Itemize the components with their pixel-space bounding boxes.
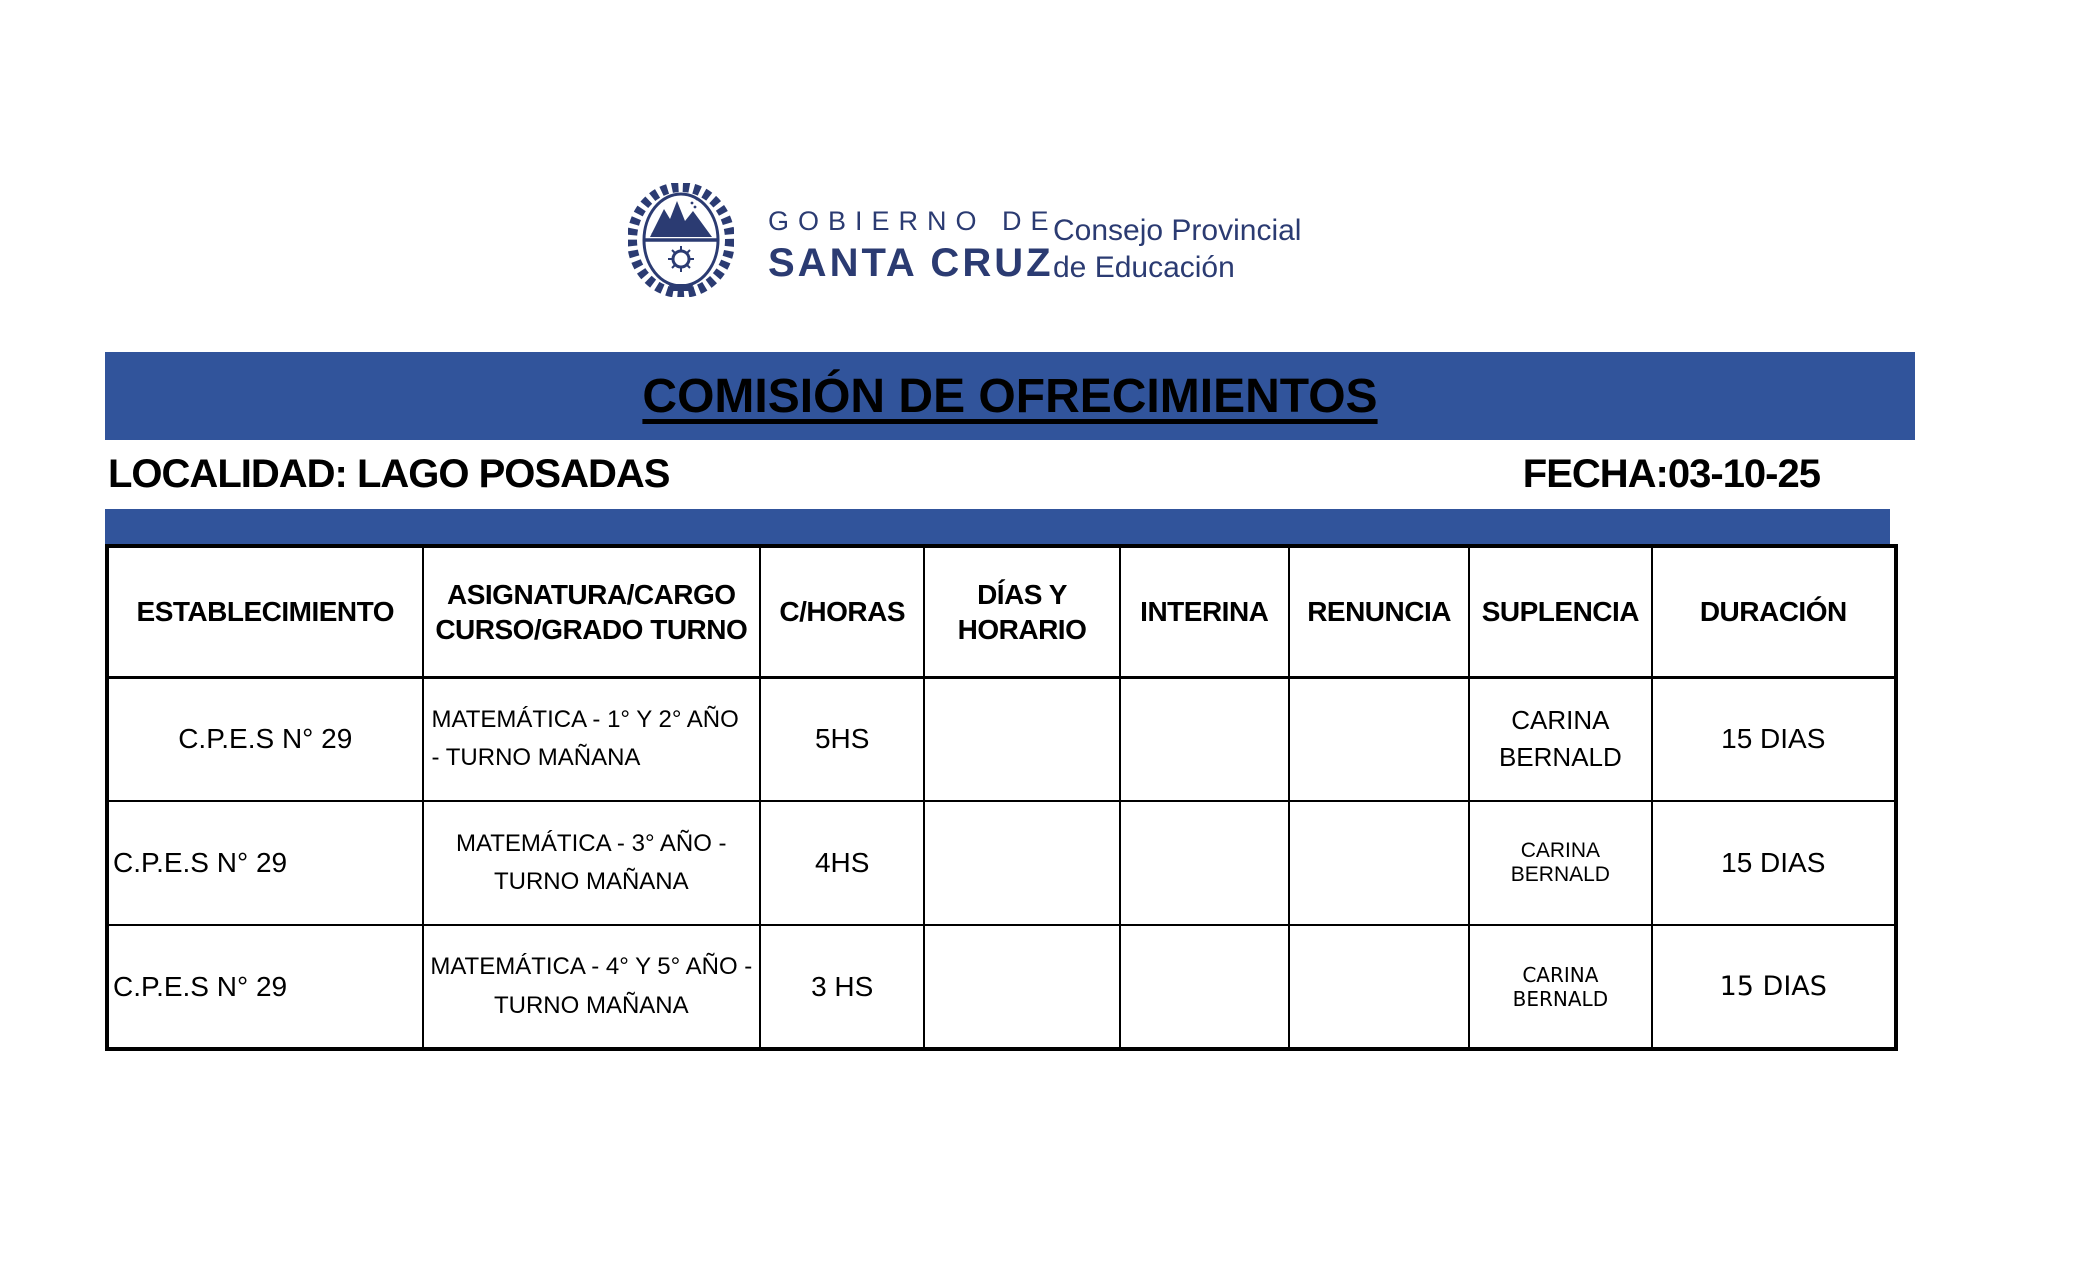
col-header-choras: C/HORAS [760, 546, 924, 677]
cell-dias-horario [924, 677, 1119, 801]
localidad-label: LOCALIDAD: LAGO POSADAS [108, 452, 670, 496]
cell-interina [1120, 801, 1289, 925]
fecha-label: FECHA:03-10-25 [1522, 452, 1820, 496]
table-header-row [107, 546, 1896, 677]
col-header-renuncia: RENUNCIA [1289, 546, 1469, 677]
cell-choras: 5HS [760, 677, 924, 801]
consejo-line1: Consejo Provincial [1053, 214, 1302, 247]
col-header-suplencia: SUPLENCIA [1469, 546, 1651, 677]
cell-renuncia [1289, 801, 1469, 925]
cell-asignatura: MATEMÁTICA - 4° Y 5° AÑO - TURNO MAÑANA [423, 925, 761, 1049]
col-header-dias-horario: DÍAS Y HORARIO [924, 546, 1119, 677]
consejo-line2: de Educación [1053, 251, 1235, 284]
blue-divider-strip [105, 509, 1890, 544]
cell-dias-horario [924, 925, 1119, 1049]
table-row [107, 925, 1896, 1049]
table-row [107, 801, 1896, 925]
gobierno-logo-text [768, 206, 1058, 286]
cell-duracion: 15 DIAS [1652, 925, 1896, 1049]
title-banner [105, 352, 1915, 440]
cell-renuncia [1289, 925, 1469, 1049]
cell-establecimiento: C.P.E.S N° 29 [107, 677, 423, 801]
cell-asignatura: MATEMÁTICA - 1° Y 2° AÑO - TURNO MAÑANA [423, 677, 761, 801]
cell-interina [1120, 925, 1289, 1049]
page-title: COMISIÓN DE OFRECIMIENTOS [642, 369, 1378, 423]
cell-choras: 3 HS [760, 925, 924, 1049]
col-header-asignatura: ASIGNATURA/CARGO CURSO/GRADO TURNO [423, 546, 761, 677]
cell-interina [1120, 677, 1289, 801]
table-row [107, 677, 1896, 801]
cell-suplencia: CARINA BERNALD [1469, 925, 1651, 1049]
cell-suplencia: CARINA BERNALD [1469, 677, 1651, 801]
col-header-duracion: DURACIÓN [1652, 546, 1896, 677]
cell-asignatura: MATEMÁTICA - 3° AÑO - TURNO MAÑANA [423, 801, 761, 925]
gobierno-de-label: GOBIERNO DE [768, 206, 1058, 236]
cell-establecimiento: C.P.E.S N° 29 [107, 801, 423, 925]
cell-dias-horario [924, 801, 1119, 925]
cell-establecimiento: C.P.E.S N° 29 [107, 925, 423, 1049]
cell-duracion: 15 DIAS [1652, 801, 1896, 925]
cell-duracion: 15 DIAS [1652, 677, 1896, 801]
cell-suplencia: CARINA BERNALD [1469, 801, 1651, 925]
cell-renuncia [1289, 677, 1469, 801]
santa-cruz-crest-icon [628, 183, 734, 297]
santa-cruz-label: SANTA CRUZ [768, 241, 1054, 285]
offers-table [105, 544, 1898, 1051]
consejo-provincial-text [1053, 212, 1301, 286]
col-header-establecimiento: ESTABLECIMIENTO [107, 546, 423, 677]
col-header-interina: INTERINA [1120, 546, 1289, 677]
cell-choras: 4HS [760, 801, 924, 925]
